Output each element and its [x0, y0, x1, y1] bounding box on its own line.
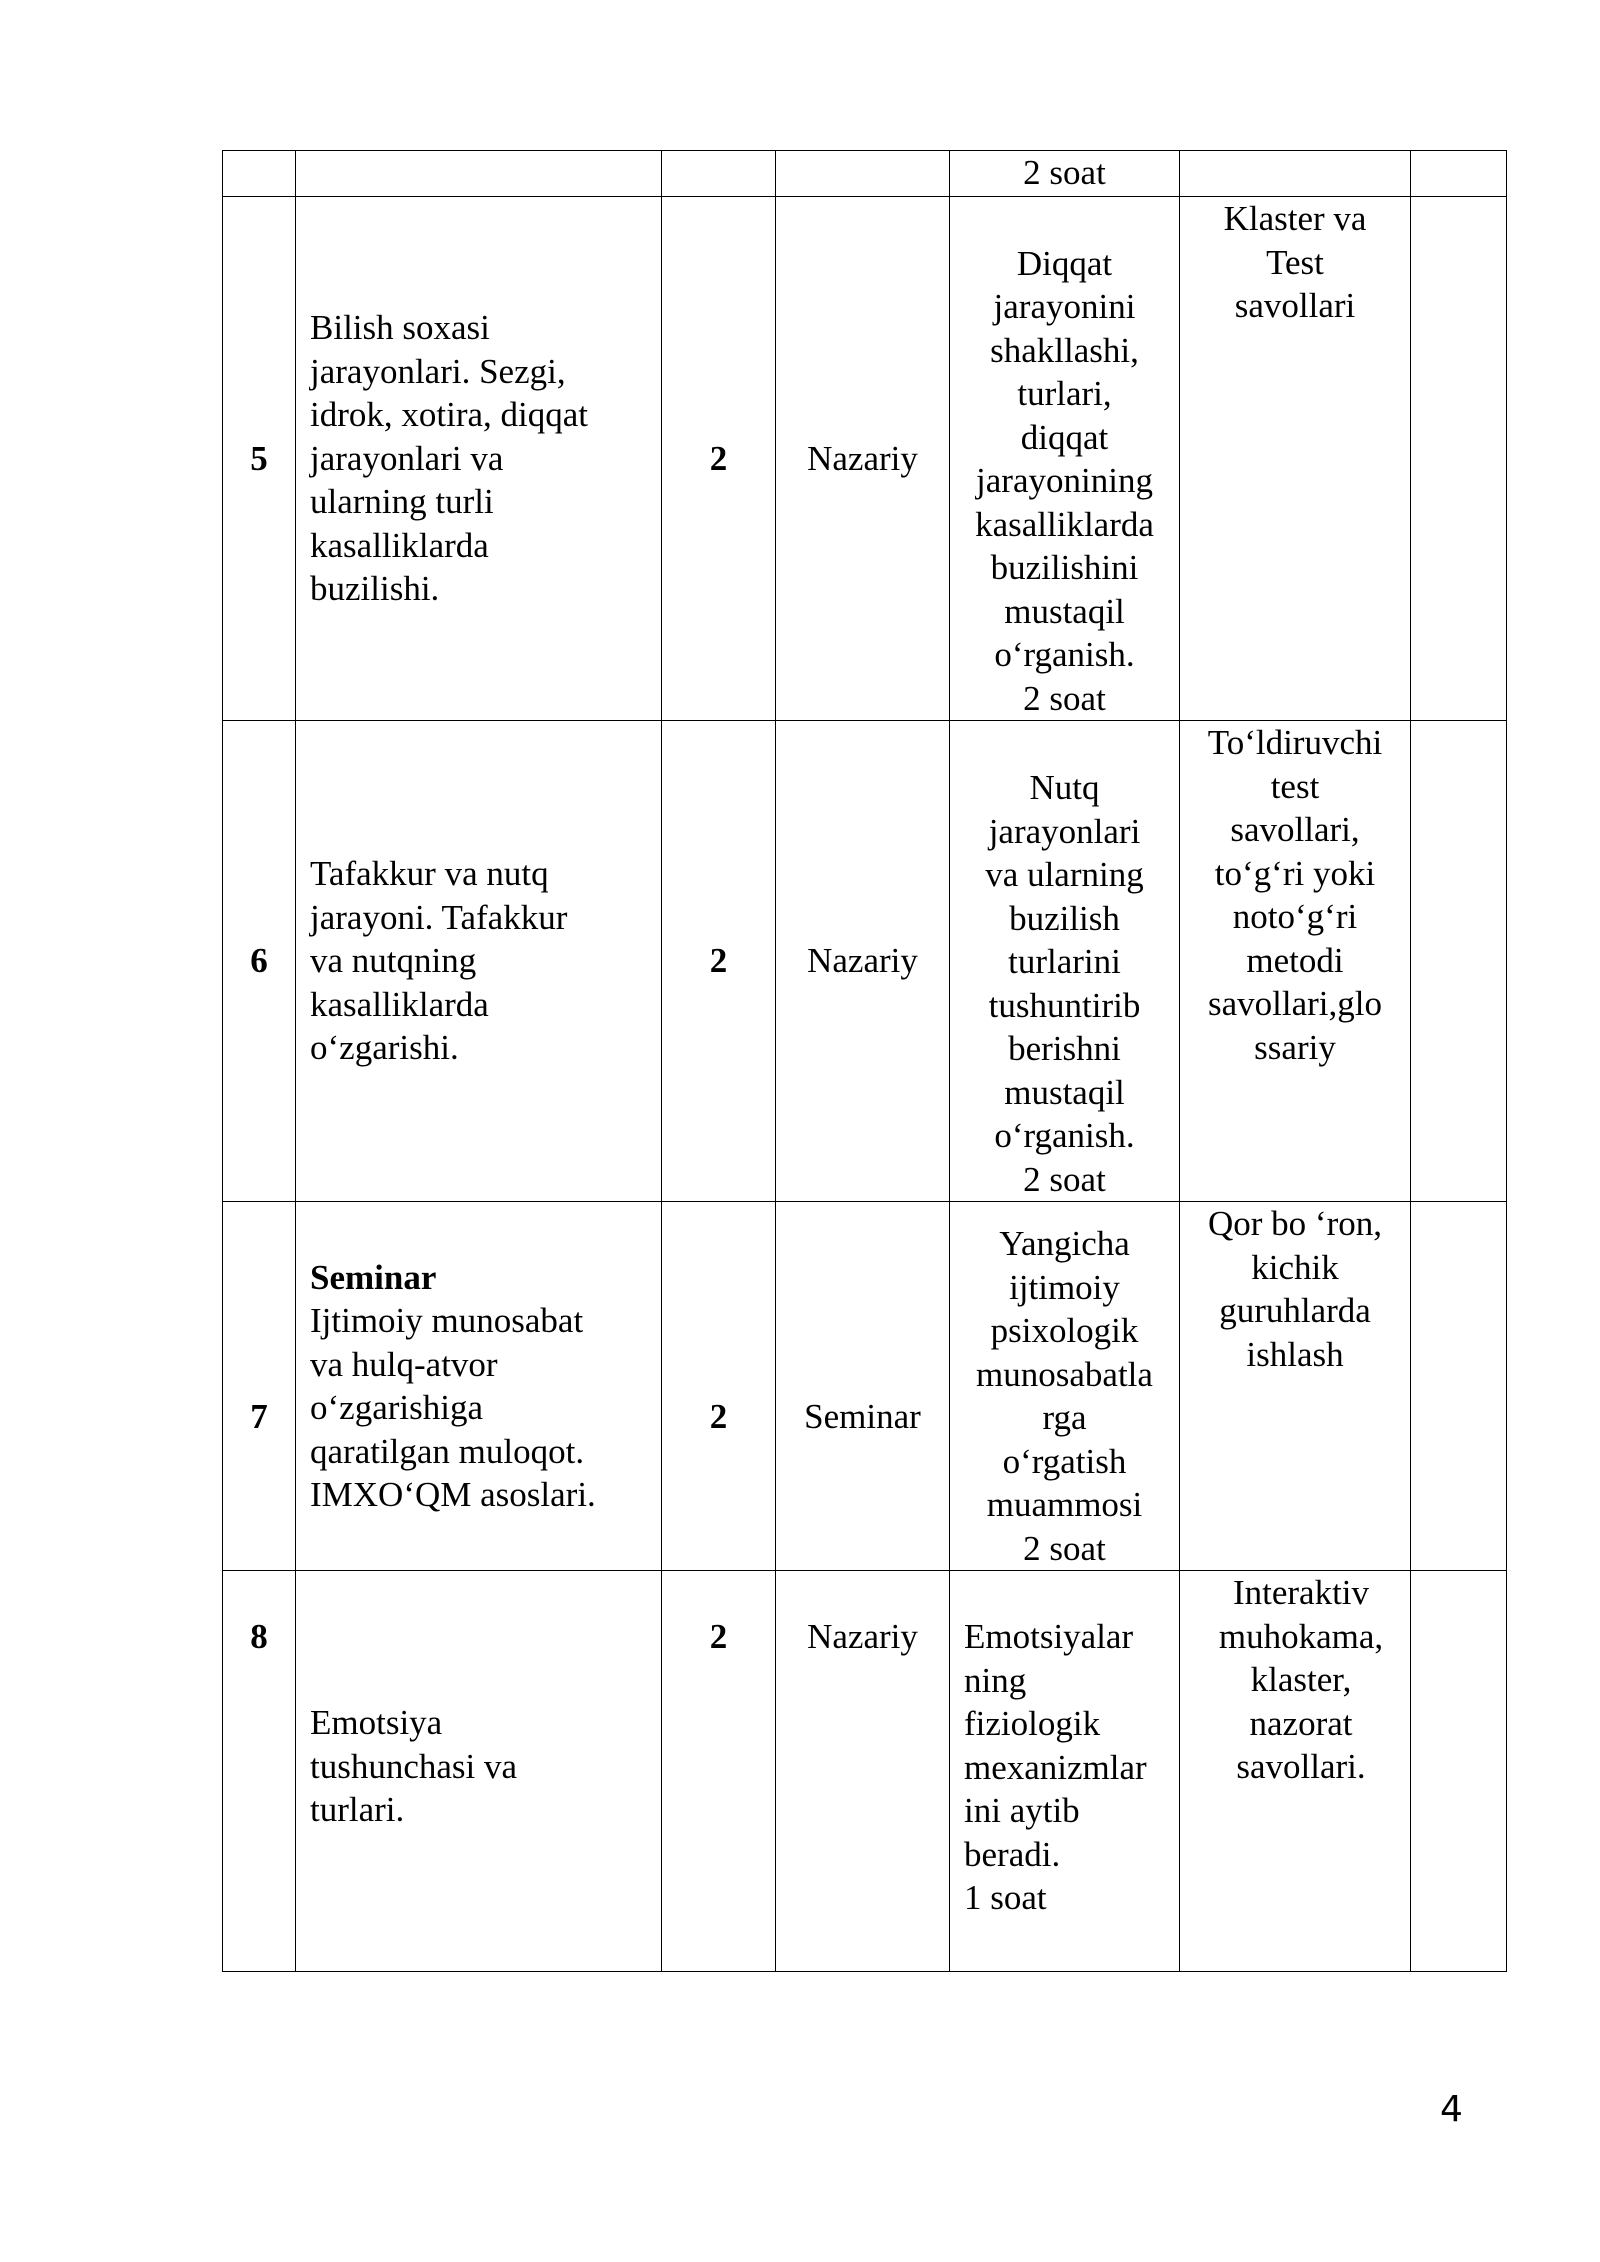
task-line: Emotsiyalar: [964, 1617, 1134, 1656]
topic-line: kasalliklarda: [310, 984, 489, 1024]
task-line: fiziologik: [964, 1704, 1101, 1743]
method-cell: [1180, 721, 1411, 1202]
method-line: savollari,: [1230, 810, 1360, 849]
topic-heading: Seminar: [310, 1257, 437, 1297]
task-line: 1 soat: [964, 1878, 1047, 1917]
row-number-cell: 8: [223, 1571, 296, 1972]
method-line: savollari.: [1236, 1747, 1366, 1786]
topic-line: turlari.: [310, 1790, 405, 1829]
method-line: to‘g‘ri yoki: [1214, 853, 1376, 893]
task-line: 2 soat: [1023, 1528, 1106, 1568]
method-line: metodi: [1246, 940, 1344, 980]
task-cell: [950, 721, 1180, 1202]
task-line: 2 soat: [1023, 1159, 1106, 1199]
task-line: o‘rganish.: [994, 635, 1135, 674]
method-line: test: [1270, 766, 1320, 806]
task-line: jarayonini: [993, 287, 1136, 326]
method-line: muhokama,: [1218, 1616, 1384, 1656]
lesson-type-cell: Nazariy: [776, 197, 950, 721]
table-row: [223, 151, 1507, 197]
extra-cell: [1411, 151, 1507, 197]
topic-line: Tafakkur va nutq: [310, 854, 549, 894]
task-line: rga: [1042, 1398, 1087, 1437]
table-row: [223, 721, 1507, 1202]
task-line: shakllashi,: [990, 330, 1139, 370]
page-number: 4: [1440, 2089, 1463, 2130]
topic-line: idrok, xotira, diqqat: [310, 395, 589, 435]
hours-cell: 2: [662, 1571, 776, 1972]
task-line: turlarini: [1008, 942, 1121, 981]
row-number-cell: 6: [223, 721, 296, 1202]
topic-line: Ijtimoiy munosabat: [310, 1301, 584, 1340]
topic-cell: [296, 1571, 662, 1972]
method-line: Qor bo ‘ron,: [1208, 1204, 1382, 1243]
method-cell: [1180, 1571, 1411, 1972]
method-line: ishlash: [1246, 1334, 1344, 1374]
topic-line: va nutqning: [310, 941, 477, 981]
task-line: jarayonlari: [988, 811, 1141, 851]
task-line: mustaqil: [1004, 591, 1125, 631]
lesson-type-cell: Nazariy: [776, 721, 950, 1202]
method-line: Test: [1266, 242, 1324, 282]
task-line: muammosi: [986, 1485, 1143, 1524]
task-line: ini aytib: [964, 1791, 1080, 1830]
task-line: ijtimoiy: [1009, 1267, 1120, 1307]
topic-line: o‘zgarishiga: [310, 1388, 483, 1427]
hours-cell: 2: [662, 721, 776, 1202]
lesson-type-cell: Seminar: [776, 1202, 950, 1571]
topic-line: tushunchasi va: [310, 1746, 518, 1786]
topic-cell: [296, 197, 662, 721]
task-cell: [950, 197, 1180, 721]
task-cell: [950, 1202, 1180, 1571]
method-cell: [1180, 197, 1411, 721]
topic-cell: [296, 721, 662, 1202]
topic-line: kasalliklarda: [310, 525, 489, 565]
topic-line: Emotsiya: [310, 1703, 443, 1742]
task-line: Yangicha: [999, 1224, 1130, 1263]
method-line: klaster,: [1250, 1660, 1352, 1699]
extra-cell: [1411, 1202, 1507, 1571]
method-line: noto‘g‘ri: [1232, 897, 1358, 936]
lesson-type-cell: [776, 151, 950, 197]
method-line: kichik: [1251, 1247, 1339, 1287]
method-line: savollari,glo: [1208, 984, 1382, 1023]
task-line: 2 soat: [1023, 153, 1106, 192]
task-line: buzilishini: [990, 548, 1139, 587]
method-line: nazorat: [1249, 1703, 1353, 1743]
task-line: kasalliklarda: [975, 504, 1154, 544]
method-line: savollari: [1234, 286, 1356, 325]
method-line: To‘ldiruvchi: [1207, 723, 1383, 762]
method-line: ssariy: [1254, 1027, 1336, 1067]
task-line: mustaqil: [1004, 1072, 1125, 1112]
topic-line: jarayoni. Tafakkur: [310, 897, 568, 937]
task-line: turlari,: [1017, 374, 1112, 413]
row-number-cell: [223, 151, 296, 197]
task-line: Nutq: [1029, 768, 1100, 807]
task-line: 2 soat: [1023, 678, 1106, 718]
hours-cell: 2: [662, 1202, 776, 1571]
task-cell: [950, 151, 1180, 197]
lesson-plan-table: [222, 150, 1507, 1972]
task-line: ning: [964, 1660, 1027, 1700]
task-line: diqqat: [1020, 417, 1109, 457]
table-row: [223, 1571, 1507, 1972]
table-row: [223, 1202, 1507, 1571]
task-line: Diqqat: [1016, 243, 1113, 283]
topic-cell: [296, 1202, 662, 1571]
topic-cell: [296, 151, 662, 197]
row-number-cell: 7: [223, 1202, 296, 1571]
task-line: mexanizmlar: [964, 1747, 1147, 1787]
task-line: munosabatla: [976, 1354, 1153, 1394]
method-line: Interaktiv: [1232, 1573, 1370, 1612]
topic-line: Bilish soxasi: [310, 308, 490, 348]
task-line: berishni: [1008, 1029, 1121, 1068]
task-line: va ularning: [985, 855, 1144, 894]
extra-cell: [1411, 1571, 1507, 1972]
task-line: o‘rgatish: [1002, 1441, 1127, 1481]
task-cell: [950, 1571, 1180, 1972]
task-line: psixologik: [990, 1311, 1139, 1350]
topic-line: qaratilgan muloqot.: [310, 1431, 585, 1471]
row-number-cell: 5: [223, 197, 296, 721]
task-line: o‘rganish.: [994, 1116, 1135, 1155]
topic-line: IMXO‘QM asoslari.: [310, 1475, 596, 1514]
topic-line: buzilishi.: [310, 569, 440, 609]
table-row: [223, 197, 1507, 721]
lesson-type-cell: Nazariy: [776, 1571, 950, 1972]
method-cell: [1180, 1202, 1411, 1571]
hours-cell: [662, 151, 776, 197]
hours-cell: 2: [662, 197, 776, 721]
method-cell: [1180, 151, 1411, 197]
task-line: tushuntirib: [988, 985, 1141, 1025]
topic-line: ularning turli: [310, 482, 494, 522]
topic-line: jarayonlari. Sezgi,: [310, 351, 566, 391]
task-line: jarayonining: [976, 461, 1153, 500]
task-line: beradi.: [964, 1834, 1061, 1874]
task-line: buzilish: [1009, 898, 1120, 938]
topic-line: va hulq-atvor: [310, 1344, 498, 1384]
extra-cell: [1411, 197, 1507, 721]
topic-line: o‘zgarishi.: [310, 1028, 459, 1068]
topic-line: jarayonlari va: [310, 438, 504, 478]
method-line: Klaster va: [1223, 199, 1367, 238]
method-line: guruhlarda: [1219, 1291, 1371, 1330]
extra-cell: [1411, 721, 1507, 1202]
